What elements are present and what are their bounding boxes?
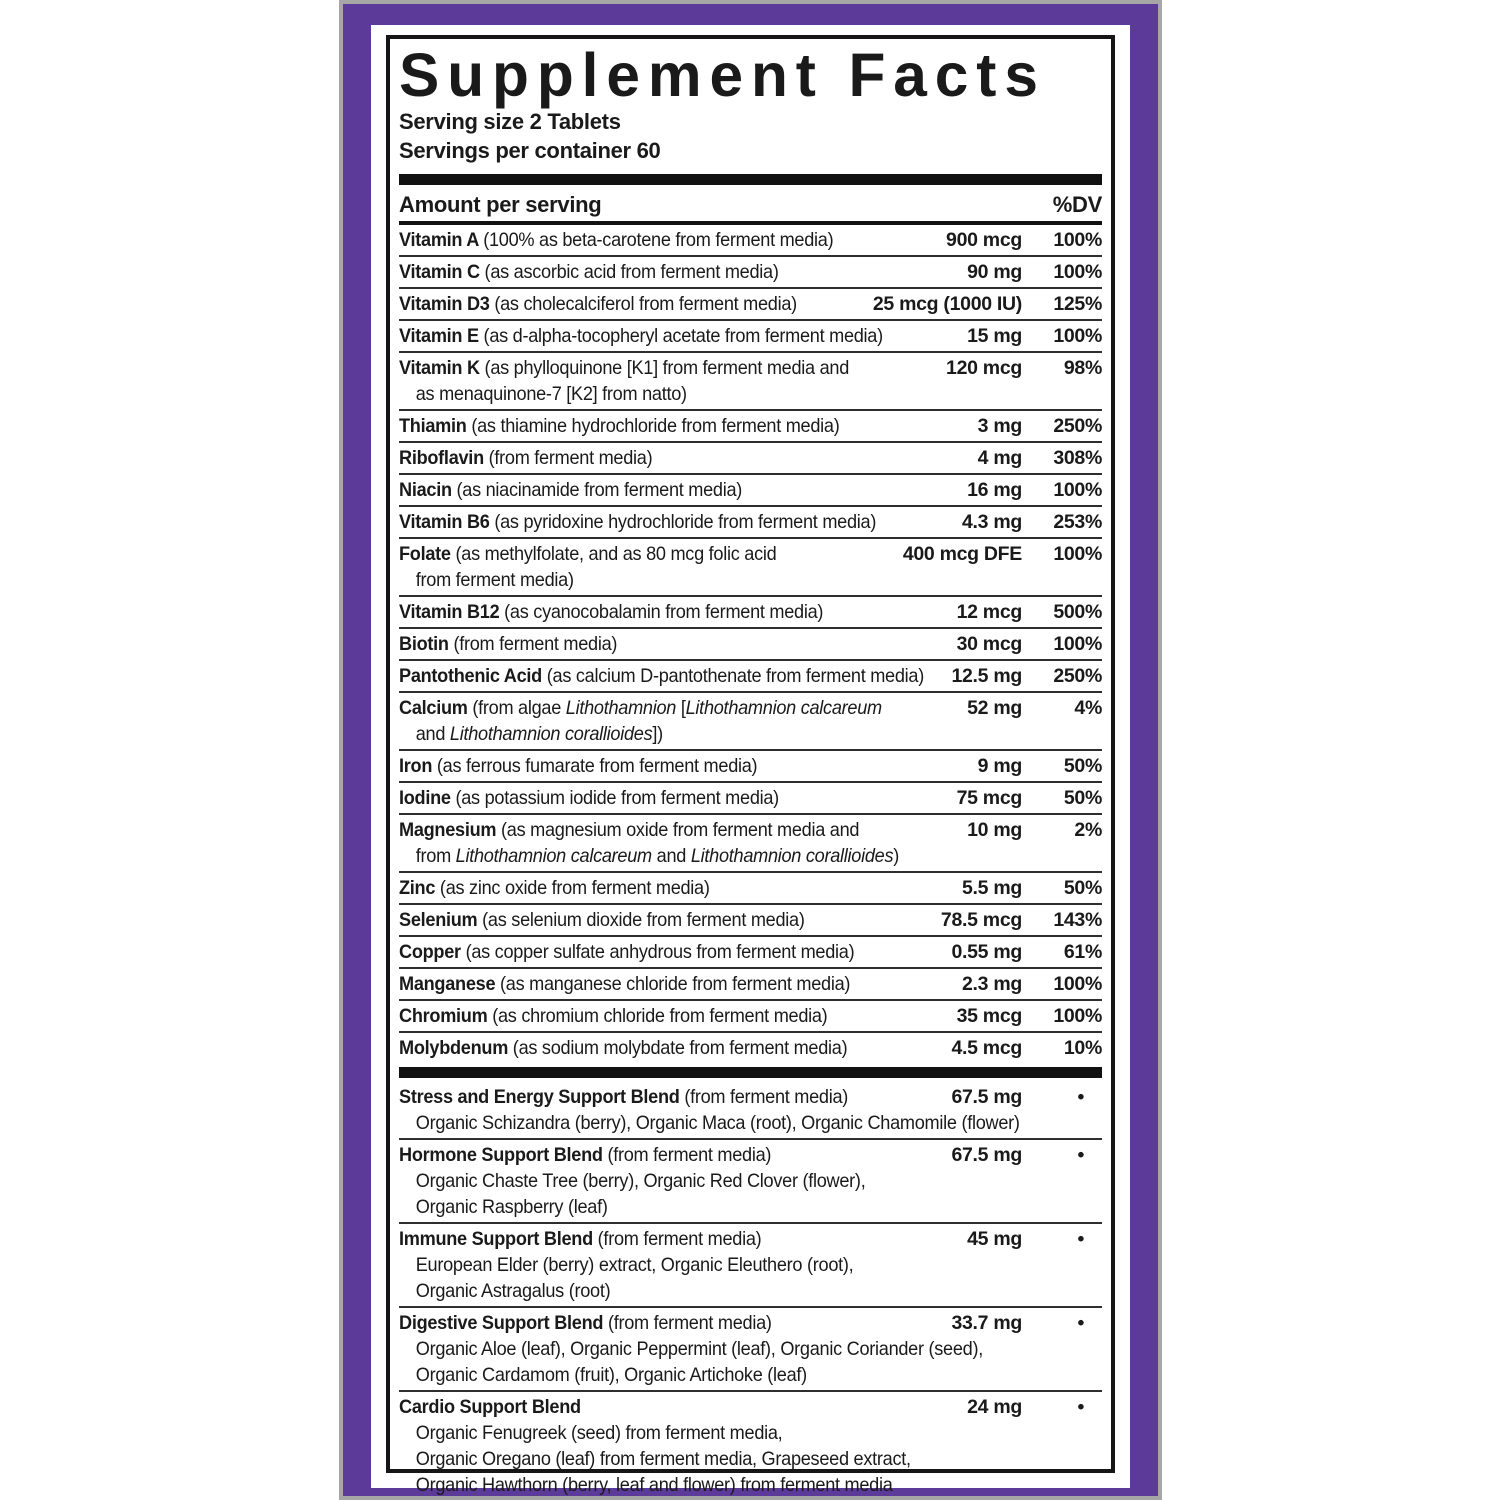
nutrient-row [399,937,1102,969]
nutrient-desc: and [651,845,691,867]
nutrient-desc: (as ferrous fumarate from ferment media) [436,755,758,777]
nutrient-row [399,905,1102,937]
blend-ingredients-line: Organic Cardamom (fruit), Organic Artichoke (leaf) [415,1364,807,1386]
nutrient-row [399,353,1102,411]
nutrient-row [399,225,1102,257]
nutrient-amount: 90 mg [967,261,1022,283]
nutrient-desc: (from ferment media) [684,1086,849,1108]
nutrient-name: Calcium [399,697,473,719]
blend-ingredients-line: Organic Chaste Tree (berry), Organic Red Clover (flower), [415,1170,866,1192]
nutrient-main [399,785,951,811]
blend-ingredients-line: Organic Schizandra (berry), Organic Maca (root), Organic Chamomile (flower) [415,1112,1020,1134]
nutrient-dv: 100% [1053,261,1102,283]
blend-row [399,1140,1102,1224]
nutrient-amount: 9 mg [977,755,1022,777]
nutrient-name: Copper [399,941,466,963]
supplement-facts-panel [386,35,1115,1496]
nutrient-desc: (as methylfolate, and as 80 mcg folic acid [455,543,777,565]
nutrient-name: Iron [399,755,437,777]
nutrient-desc: (from algae [472,697,566,719]
nutrient-amount: 120 mcg [946,357,1022,379]
nutrient-name: Iodine [399,787,456,809]
blend-header-line [399,1310,1102,1336]
nutrient-line [399,971,917,997]
nutrient-line [399,599,912,625]
nutrient-name: Manganese [399,973,501,995]
blend-header-line [399,1084,1102,1110]
nutrient-name: Chromium [399,1005,493,1027]
blend-name: Stress and Energy Support Blend [399,1086,685,1108]
nutrient-line-continued [399,843,922,869]
nutrient-dv: 125% [1053,293,1102,315]
nutrient-main [399,631,951,657]
nutrient-line [399,445,932,471]
nutrient-name: Magnesium [399,819,502,841]
nutrient-line [399,477,922,503]
nutrient-main [399,695,961,747]
nutrient-dv: 250% [1053,665,1102,687]
nutrient-row [399,1033,1102,1063]
nutrient-row [399,661,1102,693]
blend-main [399,1310,945,1336]
servings-per-container-line: Servings per container 60 [399,138,661,163]
nutrient-dv: 500% [1053,601,1102,623]
nutrient-desc: (as sodium molybdate from ferment media) [512,1037,848,1059]
nutrient-row [399,1001,1102,1033]
nutrient-desc: (as magnesium oxide from ferment media and [501,819,860,841]
nutrient-name: Vitamin B12 [399,601,505,623]
nutrient-desc: (as calcium D-pantothenate from ferment media) [546,665,924,687]
blend-ingredients-line: European Elder (berry) extract, Organic Eleuthero (root), [415,1254,854,1276]
label-white-margin [371,25,1130,1496]
nutrient-desc: (from ferment media) [607,1144,772,1166]
blend-amount: 24 mg [967,1396,1022,1418]
nutrient-amount: 0.55 mg [951,941,1022,963]
nutrient-main [399,907,935,933]
nutrient-main [399,355,940,407]
nutrient-line [399,291,834,317]
nutrient-row [399,257,1102,289]
nutrient-amount: 900 mcg [946,229,1022,251]
nutrient-amount: 12 mcg [956,601,1022,623]
nutrient-desc: (as pyridoxine hydrochloride from ferment media) [494,511,877,533]
nutrient-dv: 61% [1063,941,1102,963]
nutrient-name: Selenium [399,909,483,931]
nutrient-rows [399,225,1102,1063]
blend-main [399,1142,945,1168]
blend-dv-bullet: • [1077,1086,1084,1108]
blend-amount: 67.5 mg [951,1086,1022,1108]
nutrient-main [399,1003,951,1029]
nutrient-main [399,663,945,689]
blend-ingredients-line: Organic Raspberry (leaf) [415,1196,608,1218]
nutrient-main [399,509,956,535]
nutrient-dv: 250% [1053,415,1102,437]
nutrient-dv: 50% [1063,787,1102,809]
nutrient-amount: 52 mg [967,697,1022,719]
nutrient-main [399,971,956,997]
blend-dv-bullet: • [1077,1228,1084,1250]
nutrient-desc: Lithothamnion [565,697,677,719]
nutrient-name: Riboflavin [399,447,489,469]
nutrient-desc: Lithothamnion corallioides [690,845,894,867]
nutrient-desc: ) [893,845,900,867]
nutrient-desc: (as ascorbic acid from ferment media) [484,261,779,283]
nutrient-row [399,475,1102,507]
nutrient-dv: 100% [1053,1005,1102,1027]
nutrient-desc: (as copper sulfate anhydrous from ferment media) [465,941,855,963]
nutrient-dv: 100% [1053,973,1102,995]
blend-header-line [399,1226,1102,1252]
nutrient-row [399,597,1102,629]
nutrient-main [399,599,951,625]
nutrient-line [399,259,922,285]
nutrient-amount: 3 mg [977,415,1022,437]
nutrient-line [399,413,932,439]
blend-dv-bullet: • [1077,1396,1084,1418]
nutrient-dv: 98% [1063,357,1102,379]
nutrient-row [399,783,1102,815]
nutrient-name: Vitamin K [399,357,485,379]
nutrient-main [399,1035,945,1061]
nutrient-dv: 2% [1074,819,1102,841]
nutrient-dv: 100% [1053,633,1102,655]
blend-name: Digestive Support Blend [399,1312,608,1334]
nutrient-dv: 50% [1063,877,1102,899]
nutrient-name: Vitamin E [399,325,484,347]
blend-name: Immune Support Blend [399,1228,598,1250]
nutrient-dv: 308% [1053,447,1102,469]
nutrient-name: Biotin [399,633,454,655]
nutrient-main [399,227,940,253]
nutrient-main [399,445,972,471]
blend-amount: 67.5 mg [951,1144,1022,1166]
nutrient-desc: (as cyanocobalamin from ferment media) [504,601,824,623]
nutrient-amount: 4.5 mcg [951,1037,1022,1059]
nutrient-dv: 100% [1053,479,1102,501]
nutrient-row [399,507,1102,539]
nutrient-line [399,663,924,689]
nutrient-row [399,751,1102,783]
nutrient-row [399,815,1102,873]
nutrient-line [399,323,922,349]
nutrient-line [399,785,912,811]
nutrient-desc: Lithothamnion corallioides [449,723,653,745]
nutrient-line [399,227,902,253]
nutrient-desc: (as niacinamide from ferment media) [456,479,743,501]
nutrient-amount: 4.3 mg [962,511,1022,533]
blend-main [399,1226,961,1252]
nutrient-amount: 16 mg [967,479,1022,501]
nutrient-desc: (as selenium dioxide from ferment media) [482,909,805,931]
nutrient-desc: (100% as beta-carotene from ferment media) [483,229,834,251]
nutrient-line [399,817,922,843]
blend-header-line [399,1142,1102,1168]
nutrient-desc: (as phylloquinone [K1] from ferment media and [484,357,850,379]
blend-ingredients-line: Organic Oregano (leaf) from ferment media, Grapeseed extract, [415,1448,911,1470]
nutrient-amount: 75 mcg [956,787,1022,809]
nutrient-dv: 143% [1053,909,1102,931]
amount-per-serving-header: Amount per serving [399,192,602,217]
nutrient-name: Vitamin D3 [399,293,495,315]
nutrient-main [399,291,867,317]
nutrient-main [399,477,961,503]
nutrient-line [399,907,897,933]
nutrient-main [399,323,961,349]
blend-row [399,1224,1102,1308]
nutrient-line [399,355,902,381]
nutrient-amount: 30 mcg [956,633,1022,655]
column-header-row [399,190,1102,225]
nutrient-line-continued [399,721,922,747]
divider-bar-top [399,174,1102,185]
dv-header: %DV [1052,192,1102,217]
blend-line [399,1310,907,1336]
nutrient-main [399,817,961,869]
nutrient-desc: (as manganese chloride from ferment media) [500,973,851,995]
blend-name: Cardio Support Blend [399,1396,581,1418]
nutrient-desc: (from ferment media) [607,1312,772,1334]
nutrient-desc: ]) [652,723,663,745]
nutrient-name: Niacin [399,479,457,501]
blend-row [399,1308,1102,1392]
blend-amount: 33.7 mg [951,1312,1022,1334]
blend-rows [399,1082,1102,1500]
divider-bar-blends [399,1067,1102,1078]
nutrient-desc: and [415,723,450,745]
nutrient-line [399,509,917,535]
blend-header-line [399,1394,1102,1420]
nutrient-desc: (as thiamine hydrochloride from ferment media) [471,415,840,437]
nutrient-name: Molybdenum [399,1037,513,1059]
nutrient-main [399,875,956,901]
nutrient-desc: Lithothamnion calcareum [455,845,652,867]
nutrient-dv: 10% [1063,1037,1102,1059]
label-purple-frame [339,0,1162,1500]
blend-main [399,1084,945,1110]
nutrient-amount: 78.5 mcg [940,909,1022,931]
nutrient-row [399,411,1102,443]
nutrient-amount: 2.3 mg [962,973,1022,995]
nutrient-row [399,873,1102,905]
nutrient-dv: 253% [1053,511,1102,533]
nutrient-main [399,753,972,779]
blend-line [399,1226,922,1252]
nutrient-row [399,693,1102,751]
nutrient-name: Pantothenic Acid [399,665,547,687]
nutrient-line [399,875,917,901]
blend-dv-bullet: • [1077,1312,1084,1334]
nutrient-row [399,629,1102,661]
blend-ingredients-line: Organic Aloe (leaf), Organic Peppermint (leaf), Organic Coriander (seed), [415,1338,984,1360]
nutrient-line-continued [399,567,862,593]
nutrient-amount: 12.5 mg [951,665,1022,687]
nutrient-desc: (as cholecalciferol from ferment media) [494,293,797,315]
nutrient-amount: 35 mcg [956,1005,1022,1027]
nutrient-amount: 4 mg [977,447,1022,469]
nutrient-desc: from ferment media) [415,569,574,591]
nutrient-desc: [ [676,697,686,719]
nutrient-desc: (from ferment media) [488,447,653,469]
nutrient-line [399,541,862,567]
supplement-facts-title: Supplement Facts [399,41,1046,109]
nutrient-name: Vitamin B6 [399,511,495,533]
nutrient-desc: as menaquinone-7 [K2] from natto) [415,383,687,405]
nutrient-dv: 4% [1074,697,1102,719]
nutrient-line [399,753,932,779]
nutrient-row [399,969,1102,1001]
nutrient-dv: 100% [1053,229,1102,251]
nutrient-desc: (as chromium chloride from ferment media) [492,1005,828,1027]
blend-dv-bullet: • [1077,1144,1084,1166]
blend-ingredients-line: Organic Astragalus (root) [415,1280,611,1302]
nutrient-dv: 100% [1053,543,1102,565]
blend-name: Hormone Support Blend [399,1144,608,1166]
nutrient-name: Zinc [399,877,440,899]
nutrient-desc: (from ferment media) [597,1228,762,1250]
nutrient-amount: 400 mcg DFE [902,543,1022,565]
blend-ingredients-line: Organic Fenugreek (seed) from ferment media, [415,1422,783,1444]
nutrient-line [399,939,907,965]
nutrient-name: Thiamin [399,415,472,437]
blend-amount: 45 mg [967,1228,1022,1250]
blend-row [399,1082,1102,1140]
nutrient-dv: 100% [1053,325,1102,347]
nutrient-amount: 15 mg [967,325,1022,347]
blend-main [399,1394,961,1420]
nutrient-desc: Lithothamnion calcareum [685,697,882,719]
nutrient-row [399,539,1102,597]
nutrient-amount: 25 mcg (1000 IU) [872,293,1022,315]
nutrient-main [399,259,961,285]
serving-size-line: Serving size 2 Tablets [399,109,621,134]
nutrient-name: Vitamin C [399,261,485,283]
nutrient-amount: 5.5 mg [962,877,1022,899]
nutrient-dv: 50% [1063,755,1102,777]
nutrient-main [399,541,897,593]
nutrient-desc: from [415,845,456,867]
nutrient-row [399,321,1102,353]
blend-line [399,1394,922,1420]
nutrient-line-continued [399,381,902,407]
nutrient-main [399,413,972,439]
nutrient-line [399,1003,912,1029]
nutrient-name: Vitamin A [399,229,484,251]
nutrient-desc: (from ferment media) [453,633,618,655]
nutrient-name: Folate [399,543,456,565]
blend-ingredients-line: Organic Hawthorn (berry, leaf and flower) from ferment media [415,1474,893,1496]
blend-line [399,1084,907,1110]
nutrient-desc: (as potassium iodide from ferment media) [455,787,779,809]
nutrient-main [399,939,945,965]
nutrient-row [399,443,1102,475]
blend-line [399,1142,907,1168]
nutrient-row [399,289,1102,321]
nutrient-desc: (as zinc oxide from ferment media) [439,877,710,899]
blend-row [399,1392,1102,1500]
nutrient-desc: (as d-alpha-tocopheryl acetate from ferment media) [483,325,883,347]
nutrient-line [399,695,922,721]
nutrient-amount: 10 mg [967,819,1022,841]
nutrient-line [399,631,912,657]
nutrient-line [399,1035,907,1061]
